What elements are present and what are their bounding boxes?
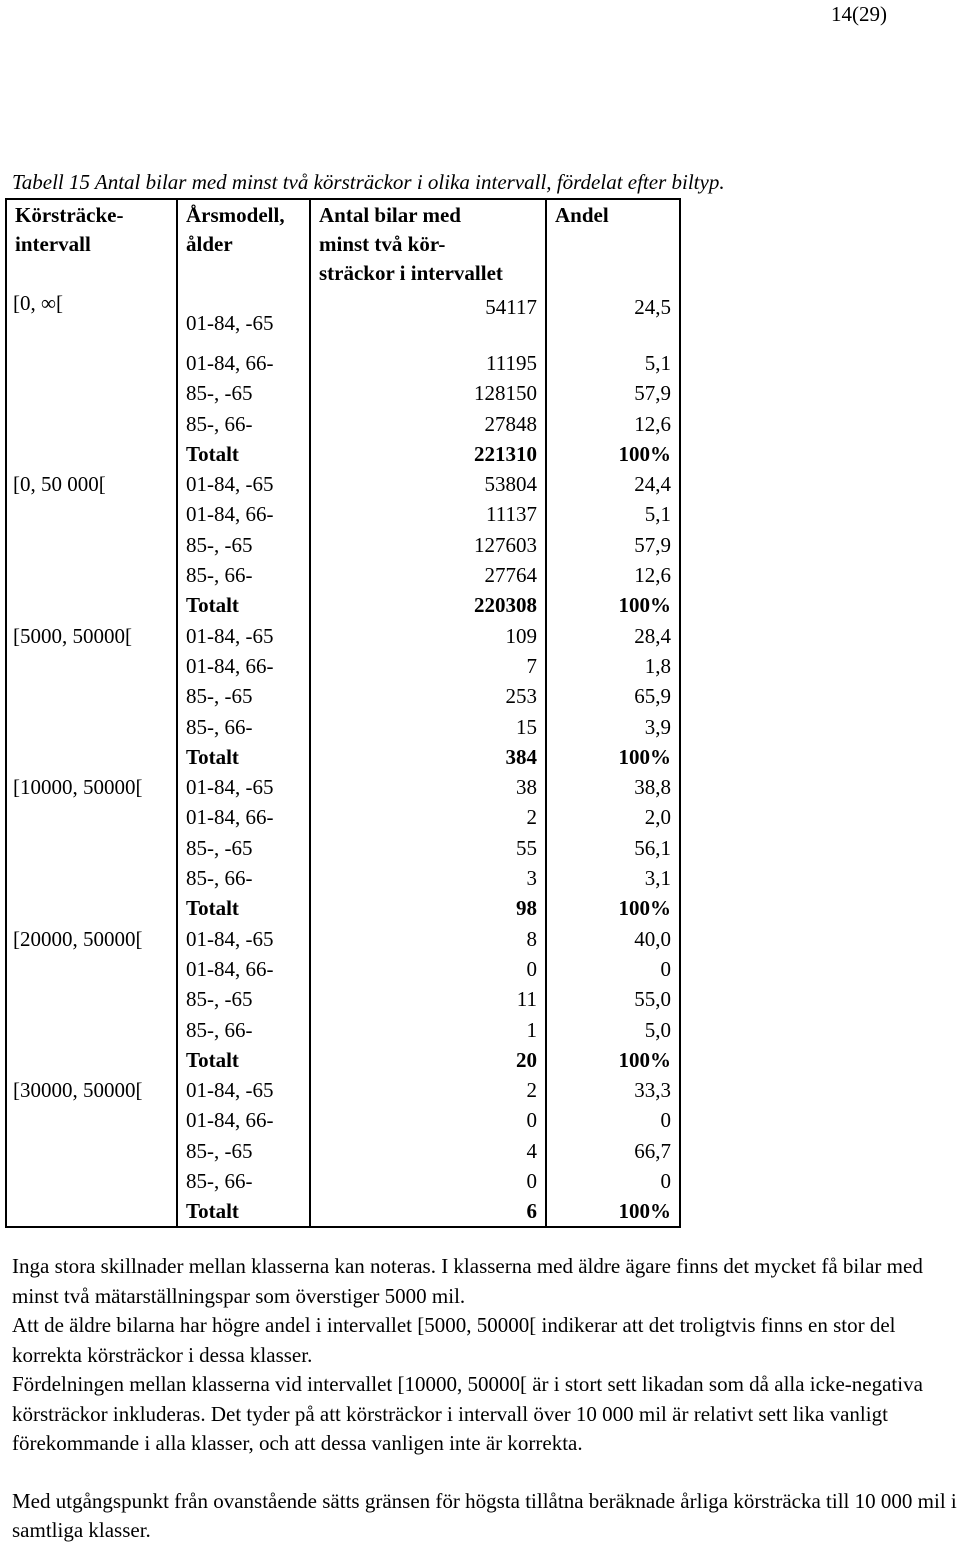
model-cell: 01-84, 66- xyxy=(177,499,310,529)
count-cell: 384 xyxy=(310,742,546,772)
empty-cell xyxy=(6,984,177,1014)
total-row xyxy=(6,893,680,923)
share-cell: 24,5 xyxy=(546,288,680,348)
share-cell: 65,9 xyxy=(546,681,680,711)
table-row xyxy=(6,954,680,984)
model-cell: 85-, 66- xyxy=(177,712,310,742)
table-row xyxy=(6,1105,680,1135)
count-cell: 8 xyxy=(310,924,546,954)
share-cell: 12,6 xyxy=(546,560,680,590)
table-row xyxy=(6,1136,680,1166)
table-row xyxy=(6,378,680,408)
table-caption: Tabell 15 Antal bilar med minst två körsträckor i olika intervall, fördelat efter biltyp. xyxy=(12,170,725,194)
model-cell: 85-, -65 xyxy=(177,1136,310,1166)
model-cell: Totalt xyxy=(177,1196,310,1227)
table-row xyxy=(6,499,680,529)
header-line: Årsmodell, xyxy=(186,203,285,227)
empty-cell xyxy=(6,712,177,742)
paragraph: Fördelningen mellan klasserna vid intervallet [10000, 50000[ är i stort sett likadan som då alla icke-negativa körsträckor inkluderas. Det tyder på att körsträckor i intervall över 10 000 mil är relativt sett lika vanligt förekommande i alla klasser, och att dessa vanligen inte är korrekta. xyxy=(12,1372,923,1455)
empty-cell xyxy=(6,439,177,469)
table-row xyxy=(6,1166,680,1196)
model-cell: 01-84, -65 xyxy=(177,288,310,348)
paragraph: Att de äldre bilarna har högre andel i intervallet [5000, 50000[ indikerar att det troligtvis finns en stor del korrekta körsträckor i dessa klasser. xyxy=(12,1313,896,1367)
count-cell: 38 xyxy=(310,772,546,802)
model-cell: 85-, -65 xyxy=(177,681,310,711)
count-cell: 127603 xyxy=(310,530,546,560)
share-cell: 28,4 xyxy=(546,621,680,651)
empty-cell xyxy=(6,499,177,529)
table-row xyxy=(6,863,680,893)
share-cell: 0 xyxy=(546,954,680,984)
header-line: Körsträcke- xyxy=(15,203,124,227)
header-interval xyxy=(6,199,177,288)
total-row xyxy=(6,1045,680,1075)
share-cell: 56,1 xyxy=(546,833,680,863)
share-cell: 24,4 xyxy=(546,469,680,499)
empty-cell xyxy=(6,1196,177,1227)
share-cell: 3,1 xyxy=(546,863,680,893)
share-cell: 38,8 xyxy=(546,772,680,802)
table-row xyxy=(6,530,680,560)
header-count xyxy=(310,199,546,288)
interval-cell: [5000, 50000[ xyxy=(6,621,177,651)
count-cell: 27764 xyxy=(310,560,546,590)
model-cell: 85-, 66- xyxy=(177,409,310,439)
empty-cell xyxy=(6,1105,177,1135)
model-cell: 01-84, 66- xyxy=(177,802,310,832)
model-cell: 01-84, -65 xyxy=(177,469,310,499)
model-cell: 85-, 66- xyxy=(177,863,310,893)
header-line: minst två kör- xyxy=(319,232,446,256)
model-cell: 01-84, 66- xyxy=(177,954,310,984)
count-cell: 220308 xyxy=(310,590,546,620)
interval-cell: [30000, 50000[ xyxy=(6,1075,177,1105)
model-cell: 01-84, 66- xyxy=(177,348,310,378)
interval-cell: [20000, 50000[ xyxy=(6,924,177,954)
share-cell: 0 xyxy=(546,1166,680,1196)
share-cell: 40,0 xyxy=(546,924,680,954)
data-table xyxy=(5,198,681,1228)
table-header xyxy=(6,199,680,288)
share-cell: 100% xyxy=(546,1196,680,1227)
model-cell: Totalt xyxy=(177,1045,310,1075)
count-cell: 11137 xyxy=(310,499,546,529)
model-cell: 85-, -65 xyxy=(177,984,310,1014)
count-cell: 27848 xyxy=(310,409,546,439)
share-cell: 66,7 xyxy=(546,1136,680,1166)
table-row xyxy=(6,621,680,651)
share-cell: 1,8 xyxy=(546,651,680,681)
share-cell: 5,0 xyxy=(546,1015,680,1045)
count-cell: 98 xyxy=(310,893,546,923)
table-row xyxy=(6,469,680,499)
header-line: ålder xyxy=(186,232,233,256)
count-cell: 2 xyxy=(310,802,546,832)
model-cell: 01-84, -65 xyxy=(177,1075,310,1105)
header-line: intervall xyxy=(15,232,91,256)
empty-cell xyxy=(6,409,177,439)
count-cell: 53804 xyxy=(310,469,546,499)
table-row xyxy=(6,924,680,954)
share-cell: 57,9 xyxy=(546,378,680,408)
model-cell: Totalt xyxy=(177,590,310,620)
table-body xyxy=(6,288,680,1227)
empty-cell xyxy=(6,530,177,560)
empty-cell xyxy=(6,954,177,984)
count-cell: 3 xyxy=(310,863,546,893)
count-cell: 1 xyxy=(310,1015,546,1045)
total-row xyxy=(6,742,680,772)
table-row xyxy=(6,560,680,590)
table-row xyxy=(6,681,680,711)
model-cell: 85-, -65 xyxy=(177,833,310,863)
count-cell: 55 xyxy=(310,833,546,863)
share-cell: 100% xyxy=(546,742,680,772)
empty-cell xyxy=(6,560,177,590)
table-row xyxy=(6,409,680,439)
model-cell: 01-84, -65 xyxy=(177,621,310,651)
empty-cell xyxy=(6,1136,177,1166)
empty-cell xyxy=(6,1166,177,1196)
model-cell: 85-, 66- xyxy=(177,1166,310,1196)
share-cell: 5,1 xyxy=(546,499,680,529)
share-cell: 2,0 xyxy=(546,802,680,832)
share-cell: 33,3 xyxy=(546,1075,680,1105)
share-cell: 3,9 xyxy=(546,712,680,742)
header-model xyxy=(177,199,310,288)
table-row xyxy=(6,984,680,1014)
count-cell: 15 xyxy=(310,712,546,742)
page-number: 14(29) xyxy=(831,2,887,26)
share-cell: 100% xyxy=(546,590,680,620)
share-cell: 100% xyxy=(546,439,680,469)
body-text xyxy=(12,1252,958,1546)
empty-cell xyxy=(6,863,177,893)
total-row xyxy=(6,439,680,469)
share-cell: 0 xyxy=(546,1105,680,1135)
table-row xyxy=(6,348,680,378)
model-cell: 01-84, -65 xyxy=(177,924,310,954)
empty-cell xyxy=(6,893,177,923)
empty-cell xyxy=(6,833,177,863)
model-cell: Totalt xyxy=(177,893,310,923)
count-cell: 109 xyxy=(310,621,546,651)
empty-cell xyxy=(6,348,177,378)
table-row xyxy=(6,772,680,802)
table-row xyxy=(6,712,680,742)
count-cell: 7 xyxy=(310,651,546,681)
empty-cell xyxy=(6,590,177,620)
empty-cell xyxy=(6,1015,177,1045)
share-cell: 5,1 xyxy=(546,348,680,378)
table-row xyxy=(6,802,680,832)
table-row xyxy=(6,833,680,863)
header-line: sträckor i intervallet xyxy=(319,261,503,285)
count-cell: 54117 xyxy=(310,288,546,348)
table-row xyxy=(6,288,680,348)
share-cell: 100% xyxy=(546,893,680,923)
count-cell: 0 xyxy=(310,1166,546,1196)
empty-cell xyxy=(6,378,177,408)
model-cell: Totalt xyxy=(177,439,310,469)
share-cell: 12,6 xyxy=(546,409,680,439)
count-cell: 2 xyxy=(310,1075,546,1105)
count-cell: 128150 xyxy=(310,378,546,408)
interval-cell: [10000, 50000[ xyxy=(6,772,177,802)
count-cell: 11 xyxy=(310,984,546,1014)
share-cell: 55,0 xyxy=(546,984,680,1014)
total-row xyxy=(6,590,680,620)
header-share xyxy=(546,199,680,288)
paragraph: Med utgångspunkt från ovanstående sätts gränsen för högsta tillåtna beräknade årliga körsträcka till 10 000 mil i samtliga klasser. xyxy=(12,1488,957,1542)
header-line: Andel xyxy=(555,203,609,227)
interval-cell: [0, ∞[ xyxy=(6,288,177,348)
model-cell: 85-, 66- xyxy=(177,1015,310,1045)
table-row xyxy=(6,1015,680,1045)
count-cell: 11195 xyxy=(310,348,546,378)
count-cell: 253 xyxy=(310,681,546,711)
total-row xyxy=(6,1196,680,1227)
count-cell: 221310 xyxy=(310,439,546,469)
model-cell: 85-, -65 xyxy=(177,378,310,408)
model-cell: 85-, -65 xyxy=(177,530,310,560)
share-cell: 100% xyxy=(546,1045,680,1075)
model-cell: 01-84, 66- xyxy=(177,651,310,681)
header-line: Antal bilar med xyxy=(319,203,461,227)
model-cell: 85-, 66- xyxy=(177,560,310,590)
share-cell: 57,9 xyxy=(546,530,680,560)
table-row xyxy=(6,1075,680,1105)
count-cell: 0 xyxy=(310,1105,546,1135)
table-row xyxy=(6,651,680,681)
count-cell: 0 xyxy=(310,954,546,984)
model-cell: 01-84, 66- xyxy=(177,1105,310,1135)
empty-cell xyxy=(6,742,177,772)
empty-cell xyxy=(6,651,177,681)
empty-cell xyxy=(6,802,177,832)
count-cell: 20 xyxy=(310,1045,546,1075)
interval-cell: [0, 50 000[ xyxy=(6,469,177,499)
empty-cell xyxy=(6,1045,177,1075)
empty-cell xyxy=(6,681,177,711)
model-cell: 01-84, -65 xyxy=(177,772,310,802)
count-cell: 4 xyxy=(310,1136,546,1166)
model-cell: Totalt xyxy=(177,742,310,772)
paragraph: Inga stora skillnader mellan klasserna kan noteras. I klasserna med äldre ägare finns det mycket få bilar med minst två mätarställningspar som överstiger 5000 mil. xyxy=(12,1254,923,1308)
count-cell: 6 xyxy=(310,1196,546,1227)
